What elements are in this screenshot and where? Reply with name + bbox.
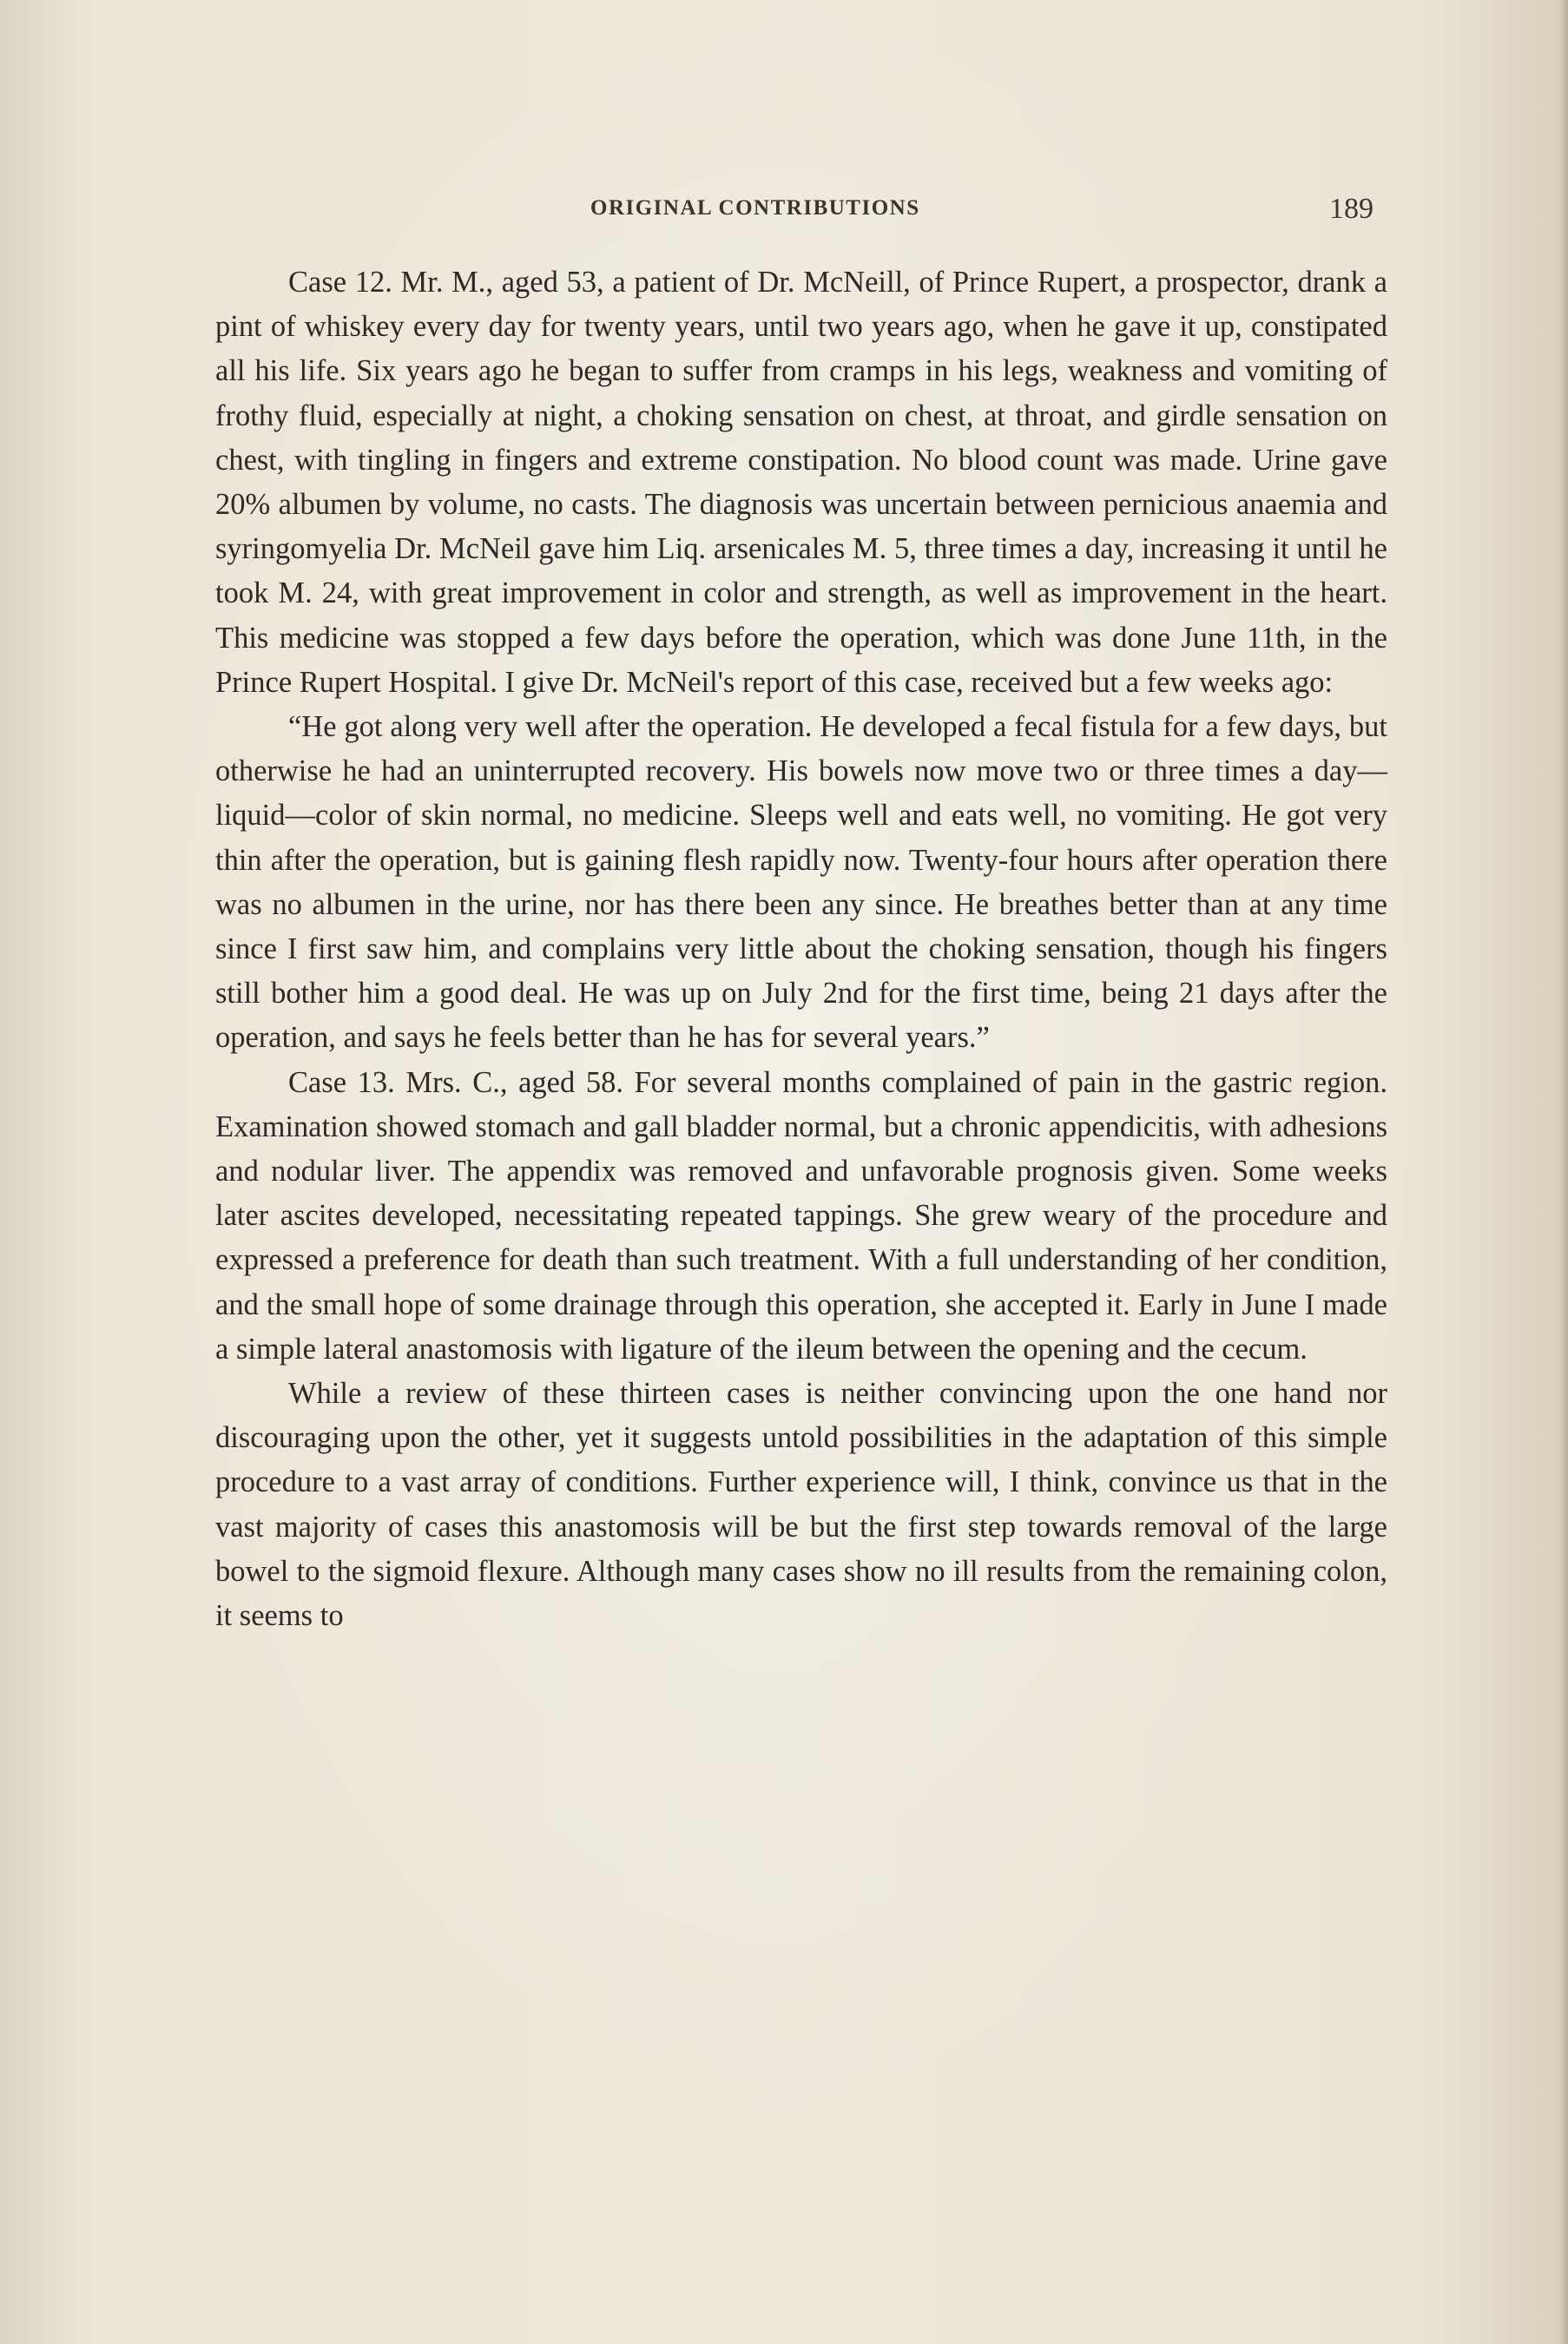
- paragraph-report-quote: “He got along very well after the operation. He developed a fecal fistula for a few days, but otherwise he had an uninterrupted recovery. His bowels now move two or three times a day—liquid—color of skin normal, no medicine. Sleeps well and eats well, no vomiting. He got very thin after the operation, but is gaining flesh rapidly now. Twenty-four hours after operation there was no albumen in the urine, nor has there been any since. He breathes better than at any time since I first saw him, and complains very little about the choking sensation, though his fingers still bother him a good deal. He was up on July 2nd for the first time, being 21 days after the operation, and says he feels better than he has for several years.”: [215, 710, 1387, 1055]
- running-title: ORIGINAL CONTRIBUTIONS: [590, 196, 920, 220]
- running-header: [0, 193, 1568, 227]
- paragraph-case-13: Case 13. Mrs. C., aged 58. For several months complained of pain in the gastric region. Examination showed stomach and gall bladder normal, but a chronic appendicitis, with adhesions and nodular liver. The appendix was removed and unfavorable prognosis given. Some weeks later ascites developed, necessitating repeated tappings. She grew weary of the procedure and expressed a preference for death than such treatment. With a full understanding of her condition, and the small hope of some drainage through this operation, she accepted it. Early in June I made a simple lateral anastomosis with ligature of the ileum between the opening and the cecum.: [215, 1065, 1387, 1366]
- paragraph-review: While a review of these thirteen cases is neither convincing upon the one hand nor discouraging upon the other, yet it suggests untold possibilities in the adaptation of this simple procedure to a vast array of conditions. Further experience will, I think, convince us that in the vast majority of cases this anastomosis will be but the first step towards removal of the large bowel to the sigmoid flexure. Although many cases show no ill results from the remaining colon, it seems to: [215, 1377, 1387, 1633]
- body-text: [215, 260, 1387, 1638]
- page-edge-shadow: [1559, 0, 1568, 2344]
- page-number: 189: [1329, 193, 1374, 225]
- paragraph-case-12: Case 12. Mr. M., aged 53, a patient of Dr. McNeill, of Prince Rupert, a prospector, drank a pint of whiskey every day for twenty years, until two years ago, when he gave it up, constipated all his life. Six years ago he began to suffer from cramps in his legs, weakness and vomiting of frothy fluid, especially at night, a choking sensation on chest, at throat, and girdle sensation on chest, with tingling in fingers and extreme constipation. No blood count was made. Urine gave 20% albumen by volume, no casts. The diagnosis was uncertain between pernicious anaemia and syringomyelia Dr. McNeil gave him Liq. arsenicales M. 5, three times a day, increasing it until he took M. 24, with great improvement in color and strength, as well as improvement in the heart. This medicine was stopped a few days before the operation, which was done June 11th, in the Prince Rupert Hospital. I give Dr. McNeil's report of this case, received but a few weeks ago:: [215, 266, 1387, 699]
